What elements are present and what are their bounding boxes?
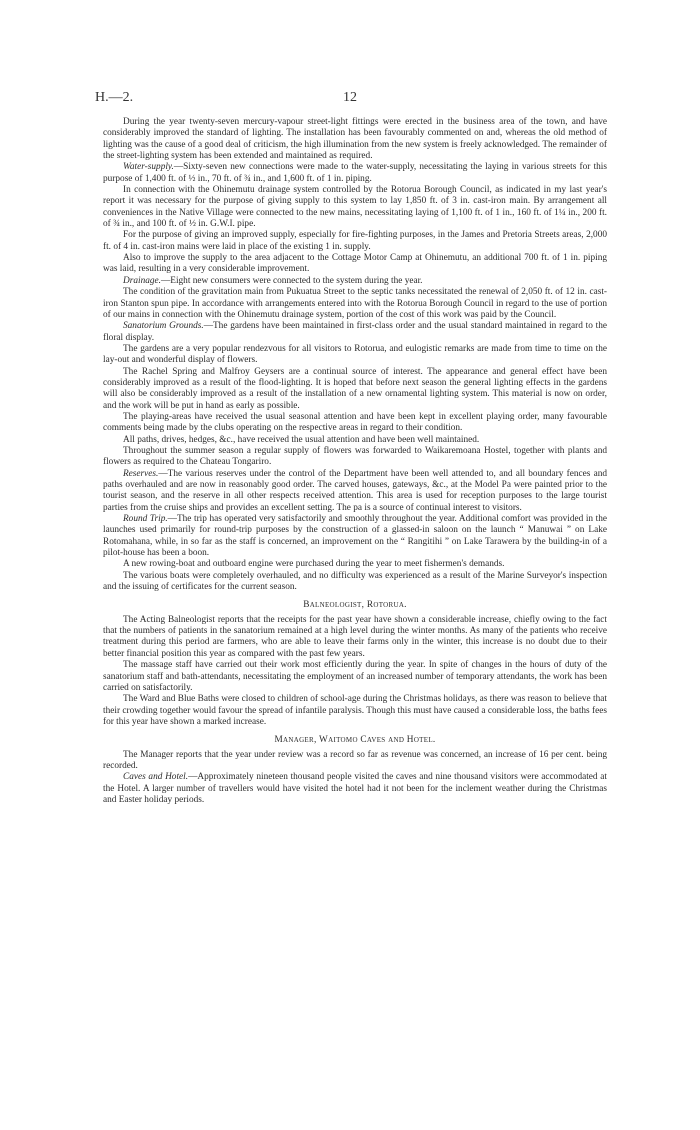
paragraph-ohinemutu-drainage: In connection with the Ohinemutu drainage system controlled by the Rotorua Borough Council, as indicated in my last year's report it was necessary for the purpose of giving supply to this system to lay 1,850 ft. of 3 in. cast-iron main. By arrangement all conveniences in the Native Village were connected to the new mains, necessitating laying of 1,100 ft. of 1 in., 160 ft. of 1¼ in., 200 ft. of ¾ in., and 100 ft. of ½ in. G.W.I. pipe. <box>103 185 607 230</box>
paragraph-boats-overhauled: The various boats were completely overhauled, and no difficulty was experienced as a result of the Marine Surveyor's inspection and the issuing of certificates for the current season. <box>103 570 607 593</box>
section-lead: Water-supply. <box>123 162 174 173</box>
section-lead: Drainage. <box>123 275 161 286</box>
page-number: 12 <box>343 90 357 105</box>
paragraph-balneologist-receipts: The Acting Balneologist reports that the receipts for the past year have shown a considerable increase, chiefly owing to the fact that the numbers of patients in the sanatorium remained at a high level during the winter months. As many of the patients who receive treatment during this period are farmers, who are able to leave their farms only in the winter, this increase is no doubt due to their better financial position this year as compared with the past few years. <box>103 614 607 659</box>
paragraph-rowing-boat: A new rowing-boat and outboard engine were purchased during the year to meet fishermen's demands. <box>123 559 505 570</box>
paragraph-gravitation-main: The condition of the gravitation main from Pukuatua Street to the septic tanks necessitated the renewal of 2,050 ft. of 12 in. cast-iron Stanton spun pipe. In accordance with arrangements entered into with the Rotorua Borough Council in regard to the use of portion of our mains in connection with the Ohinemutu drainage system, portion of the cost of this work was paid by the Council. <box>103 287 607 320</box>
paragraph-flowers-supply: Throughout the summer season a regular supply of flowers was forwarded to Waikaremoana Hostel, together with plants and flowers as required to the Chateau Tongariro. <box>103 445 607 468</box>
paragraph-reserves: Reserves.—The various reserves under the control of the Department have been well attended to, and all boundary fences and paths overhauled and are now in reasonably good order. The carved houses, gateways, &c., at the Model Pa were painted prior to the tourist season, and the reserve in all other respects received attention. This area is used for reception purposes to the large tourist parties from the cruise ships and provides an excellent setting. The pa is a source of continual interest to visitors. <box>103 468 607 513</box>
section-lead: Caves and Hotel. <box>123 772 189 783</box>
paragraph-sanatorium-grounds: Sanatorium Grounds.—The gardens have been maintained in first-class order and the usual standard maintained in regard to the floral display. <box>103 321 607 343</box>
paragraph-paths-drives: All paths, drives, hedges, &c., have received the usual attention and have been well maintained. <box>123 434 480 445</box>
document-reference: H.—2. <box>95 90 134 105</box>
paragraph-water-supply: Water-supply.—Sixty-seven new connections were made to the water-supply, necessitating the laying in various streets for this purpose of 1,400 ft. of ½ in., 70 ft. of ¾ in., and 1,600 ft. of 1 in. piping. <box>103 162 607 184</box>
paragraph-round-trip: Round Trip.—The trip has operated very satisfactorily and smoothly throughout the year. Additional comfort was provided in the launches used primarily for round-trip purposes by the construction of a glassed-in saloon on the launch “ Manuwai ” on Lake Rotomahana, while, in so far as the staff is concerned, an improvement on the “ Rangitihi ” on Lake Tarawera by the building-in of a pilot-house has been a boon. <box>103 514 607 559</box>
paragraph-gardens-rendezvous: The gardens are a very popular rendezvous for all visitors to Rotorua, and eulogistic remarks are made from time to time on the lay-out and wonderful display of flowers. <box>103 343 607 366</box>
paragraph-motor-camp-supply: Also to improve the supply to the area adjacent to the Cottage Motor Camp at Ohinemutu, an additional 700 ft. of 1 in. piping was laid, resulting in a very considerable improvement. <box>103 253 607 275</box>
paragraph-massage-staff: The massage staff have carried out their work most efficiently during the year. In spite of changes in the hours of duty of the sanatorium staff and bath-attendants, necessitating the employment of an increased number of temporary attendants, the work has been carried on satisfactorily. <box>103 660 607 693</box>
section-lead: Sanatorium Grounds. <box>123 321 204 332</box>
section-heading-waitomo: Manager, Waitomo Caves and Hotel. <box>274 735 436 746</box>
paragraph-waitomo-revenue: The Manager reports that the year under review was a record so far as revenue was concerned, an increase of 16 per cent. being recorded. <box>103 749 607 771</box>
paragraph-drainage: Drainage.—Eight new consumers were connected to the system during the year. <box>123 275 423 286</box>
paragraph-caves-hotel: Caves and Hotel.—Approximately nineteen thousand people visited the caves and nine thousand visitors were accommodated at the Hotel. A larger number of travellers would have visited the hotel had it not been for the inclement weather during the Christmas and Easter holiday periods. <box>103 772 607 805</box>
paragraph-ward-blue-baths: The Ward and Blue Baths were closed to children of school-age during the Christmas holidays, as there was reason to believe that their crowding together would favour the spread of infantile paralysis. Though this must have caused a considerable loss, the baths fees for this year have shown a marked increase. <box>103 694 607 727</box>
document-body <box>103 117 607 806</box>
paragraph-street-lighting: During the year twenty-seven mercury-vapour street-light fittings were erected in the business area of the town, and have considerably improved the standard of lighting. The installation has been favourably commented on and, whereas the old method of lighting was the cause of a good deal of criticism, the high illumination from the new system is freely acknowledged. The remainder of the street-lighting system has been extended and maintained as required. <box>103 117 607 162</box>
section-lead: Round Trip. <box>123 514 168 525</box>
section-lead: Reserves. <box>123 468 159 479</box>
paragraph-fire-fighting-supply: For the purpose of giving an improved supply, especially for fire-fighting purposes, in the James and Pretoria Streets areas, 2,000 ft. of 4 in. cast-iron mains were laid in place of the existing 1 in. supply. <box>103 230 607 252</box>
section-heading-balneologist: Balneologist, Rotorua. <box>303 600 407 611</box>
paragraph-rachel-spring: The Rachel Spring and Malfroy Geysers are a continual source of interest. The appearance and general effect have been considerably improved as a result of the flood-lighting. It is hoped that before next season the general lighting effects in the gardens will also be considerably improved as a result of the installation of a new ornamental lighting system. This material is now on order, and the work will be put in hand as early as possible. <box>103 366 607 411</box>
paragraph-playing-areas: The playing-areas have received the usual seasonal attention and have been kept in excellent playing order, many favourable comments being made by the clubs operating on the respective areas in regard to their condition. <box>103 411 607 434</box>
